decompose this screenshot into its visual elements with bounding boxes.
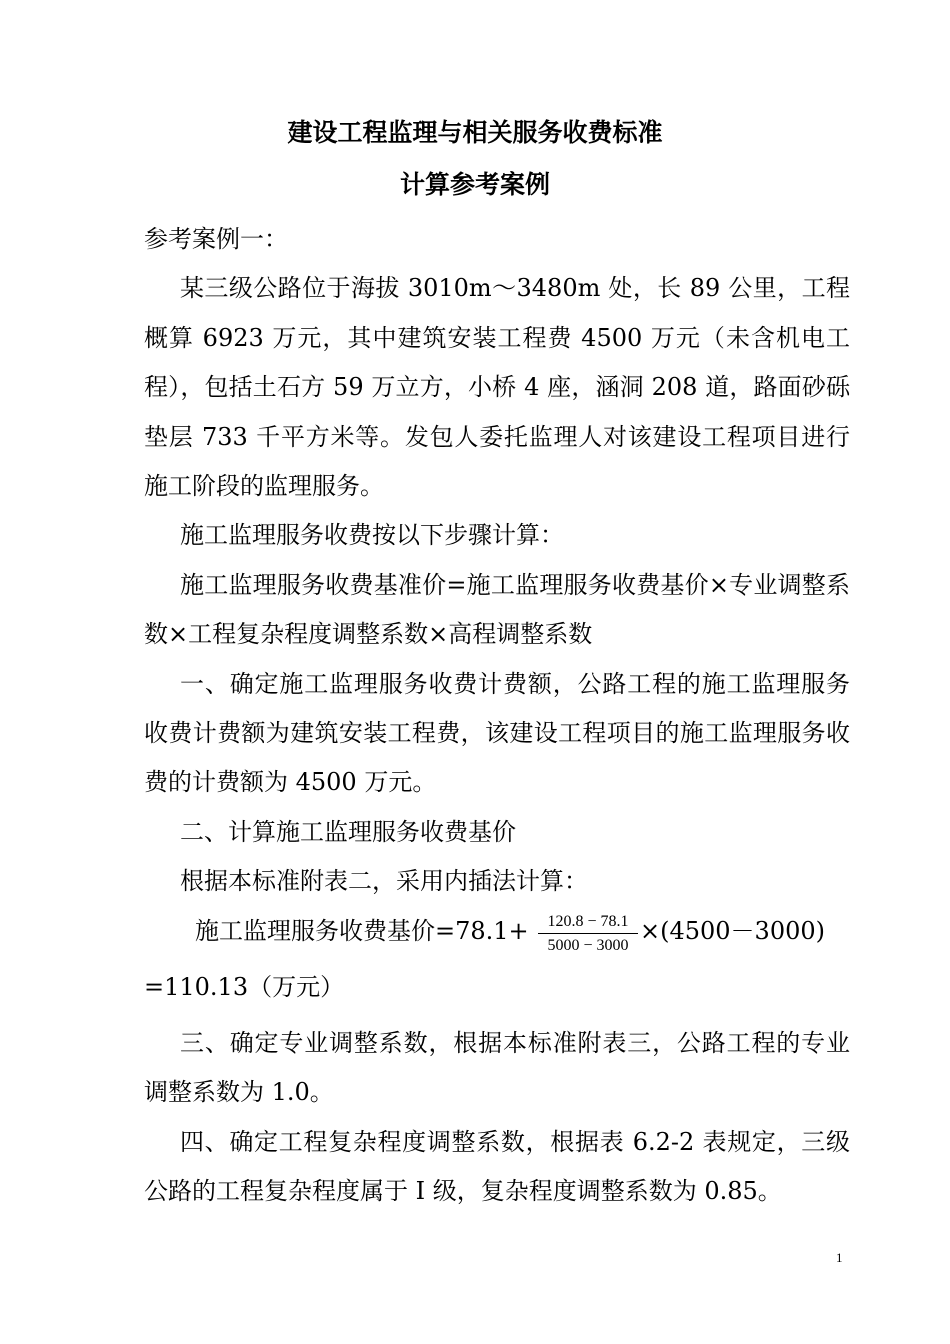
step2-method-paragraph: 根据本标准附表二，采用内插法计算：	[180, 867, 588, 896]
interpolation-equation	[144, 907, 850, 967]
equation-tail: ×(4500－3000)	[640, 916, 825, 945]
document-body	[144, 215, 850, 1216]
document-subtitle: 计算参考案例	[399, 170, 550, 199]
page-number: 1	[836, 1250, 843, 1265]
equation-result: =110.13（万元）	[144, 972, 345, 1001]
equation-fraction	[538, 911, 638, 956]
step4-paragraph: 四、确定工程复杂程度调整系数，根据表 6.2-2 表规定，三级公路的工程复杂程度属于 I 级，复杂程度调整系数为 0.85。	[144, 1127, 850, 1205]
intro-paragraph: 某三级公路位于海拔 3010m～3480m 处，长 89 公里，工程概算 6923 万元，其中建筑安装工程费 4500 万元（未含机电工程），包括土石方 59 万立方，小桥 4 座，涵洞 208 道，路面砂砾垫层 733 千平方米等。发包人委托监理人对该建设工程项目进行施工阶段的监理服务。	[144, 274, 850, 501]
document-title: 建设工程监理与相关服务收费标准	[287, 118, 663, 147]
formula-paragraph: 施工监理服务收费基准价=施工监理服务收费基价×专业调整系数×工程复杂程度调整系数×高程调整系数	[144, 570, 850, 649]
fraction-numerator: 120.8 − 78.1	[538, 911, 638, 934]
steps-intro-paragraph: 施工监理服务收费按以下步骤计算：	[180, 521, 564, 550]
step1-paragraph: 一、确定施工监理服务收费计费额，公路工程的施工监理服务收费计费额为建筑安装工程费，该建设工程项目的施工监理服务收费的计费额为 4500 万元。	[144, 669, 850, 797]
equation-lead: 施工监理服务收费基价=78.1+	[195, 916, 529, 945]
step3-paragraph: 三、确定专业调整系数，根据本标准附表三，公路工程的专业调整系数为 1.0。	[144, 1028, 850, 1107]
case-heading: 参考案例一：	[144, 225, 288, 253]
fraction-denominator: 5000 − 3000	[547, 936, 629, 954]
step2-heading: 二、计算施工监理服务收费基价	[180, 817, 516, 846]
